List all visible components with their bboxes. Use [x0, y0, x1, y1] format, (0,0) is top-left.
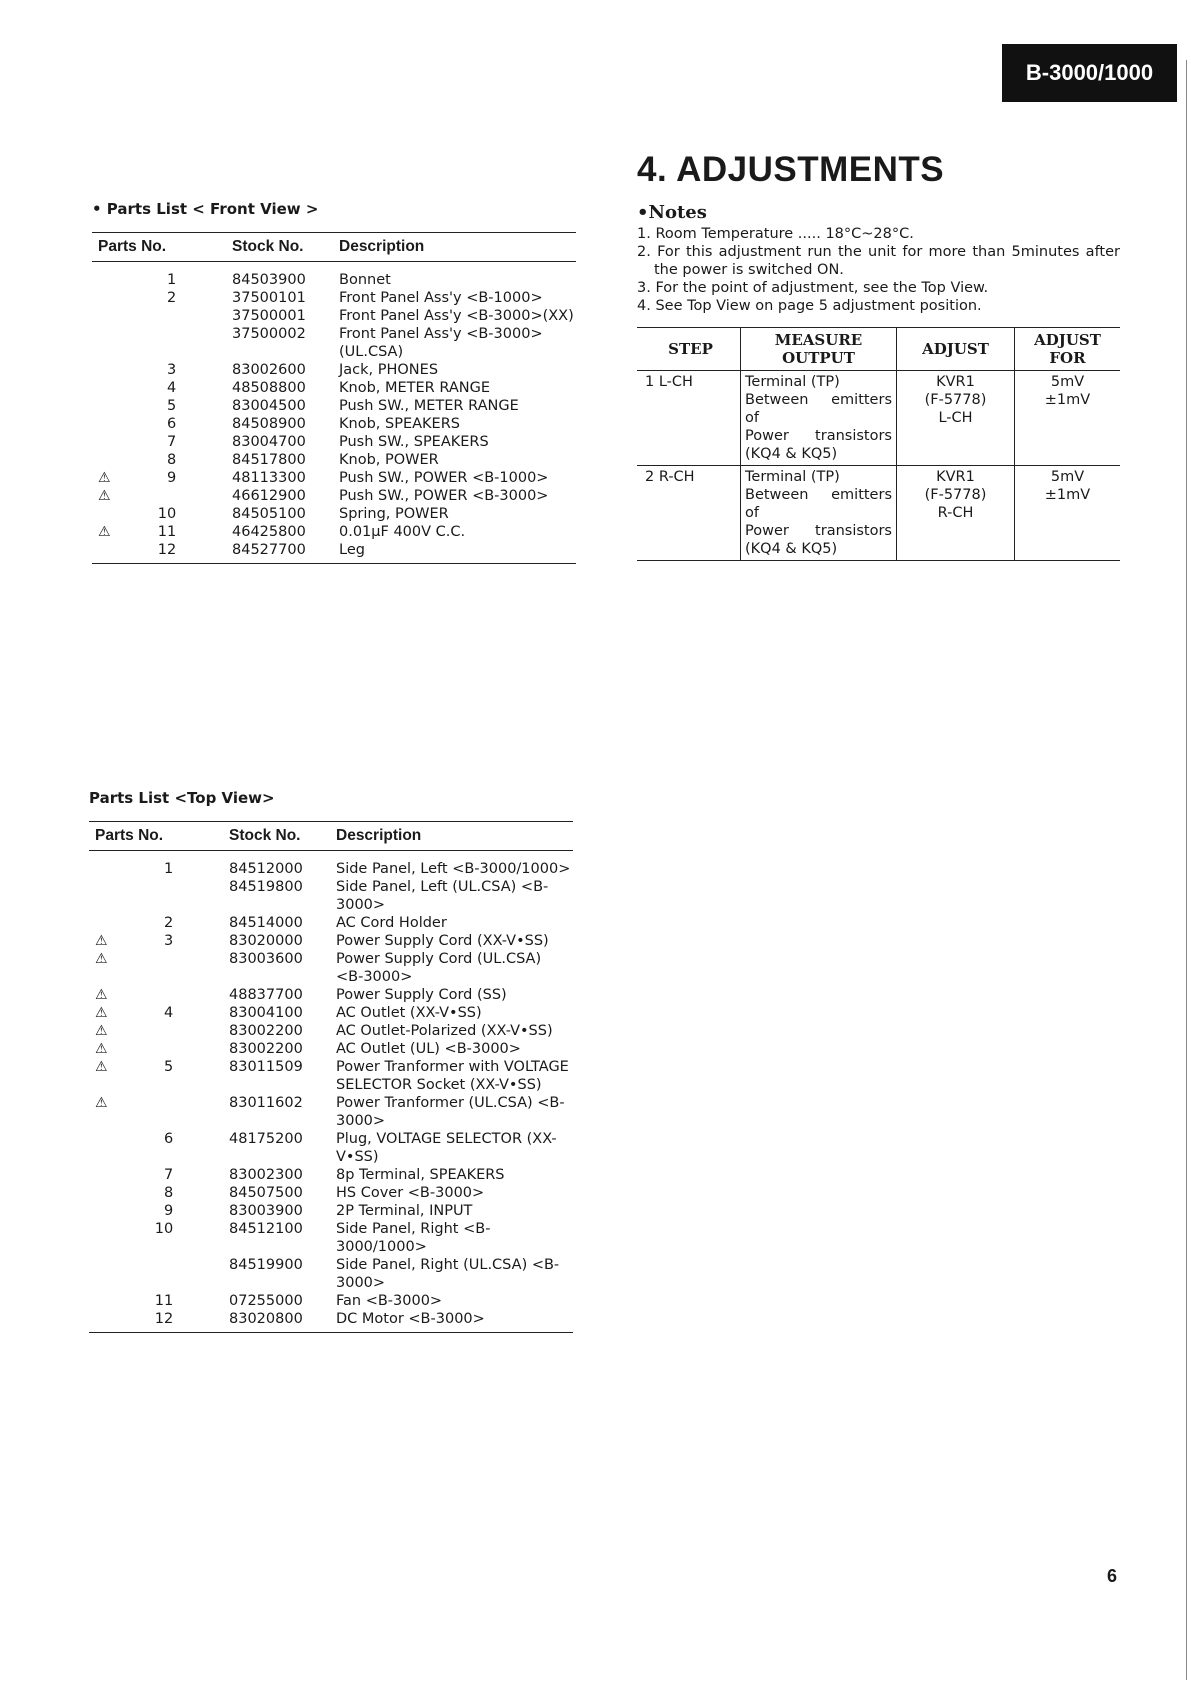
adjust-for-cell	[1015, 371, 1121, 466]
caution-mark	[92, 505, 128, 523]
measure-line: (KQ4 & KQ5)	[745, 446, 838, 462]
table-row	[92, 262, 576, 290]
parts-no-cell	[128, 541, 232, 564]
description: AC Outlet (UL) <B-3000>	[336, 1041, 521, 1057]
description: 8p Terminal, SPEAKERS	[336, 1167, 505, 1183]
front-view-caption: • Parts List < Front View >	[92, 200, 319, 218]
parts-no: 7	[166, 434, 177, 450]
col-header-parts-no: Parts No.	[89, 822, 229, 851]
parts-no-cell	[128, 379, 232, 397]
col-header-stock-no: Stock No.	[232, 233, 339, 262]
table-row	[92, 505, 576, 523]
stock-no: 84512000	[229, 861, 303, 877]
parts-no-cell	[128, 451, 232, 469]
caution-mark	[92, 262, 128, 290]
caution-mark: ⚠	[95, 951, 108, 967]
table-row	[89, 1130, 573, 1166]
notes-title: •Notes	[637, 202, 707, 223]
note-item: 2. For this adjustment run the unit for more than 5minutes after the power is switched ON.	[637, 244, 1120, 278]
stock-no: 48175200	[229, 1131, 303, 1147]
measure-line: Terminal (TP)	[745, 374, 840, 390]
parts-no-cell	[125, 932, 229, 950]
caution-mark: ⚠	[95, 1005, 108, 1021]
front-view-table	[92, 232, 576, 564]
description: Push SW., SPEAKERS	[339, 434, 489, 450]
table-row	[92, 451, 576, 469]
parts-no-cell	[125, 851, 229, 879]
caution-mark	[89, 851, 125, 879]
description: Front Panel Ass'y <B-1000>	[339, 290, 543, 306]
adjustment-table	[637, 327, 1120, 561]
parts-no-cell	[125, 1040, 229, 1058]
stock-no: 84508900	[232, 416, 306, 432]
measure-line: Terminal (TP)	[745, 469, 840, 485]
stock-no: 84519900	[229, 1257, 303, 1273]
stock-no: 84517800	[232, 452, 306, 468]
parts-no: 12	[157, 542, 177, 558]
stock-no: 84527700	[232, 541, 339, 564]
top-view-parts-list	[89, 789, 573, 1333]
stock-no: 83004500	[232, 398, 306, 414]
col-header-description: Description	[339, 233, 576, 262]
description: 0.01μF 400V C.C.	[339, 524, 466, 540]
description: Push SW., POWER <B-3000>	[339, 488, 549, 504]
parts-no: 1	[166, 272, 177, 288]
parts-no-cell	[128, 325, 232, 361]
description: Side Panel, Right <B-3000/1000>	[336, 1221, 491, 1255]
description: Side Panel, Left (UL.CSA) <B-3000>	[336, 879, 549, 913]
adjustment-row	[637, 466, 1120, 561]
description: AC Outlet-Polarized (XX-V•SS)	[336, 1023, 553, 1039]
parts-no-cell	[125, 1184, 229, 1202]
caution-mark: ⚠	[98, 524, 111, 540]
parts-no: 7	[163, 1167, 174, 1183]
stock-no: 37500101	[232, 290, 306, 306]
table-row	[89, 1184, 573, 1202]
col-header-adjust: ADJUST	[897, 328, 1015, 371]
caution-mark	[89, 1310, 125, 1333]
parts-no-cell	[125, 1004, 229, 1022]
table-row	[89, 1310, 573, 1333]
description: Jack, PHONES	[339, 362, 439, 378]
col-header-stock-no: Stock No.	[229, 822, 336, 851]
table-row	[92, 379, 576, 397]
caution-mark	[92, 361, 128, 379]
parts-no: 5	[163, 1059, 174, 1075]
parts-no: 8	[166, 452, 177, 468]
adjust-line: R-CH	[937, 505, 974, 521]
top-view-table	[89, 821, 573, 1333]
table-row	[92, 523, 576, 541]
table-row	[92, 325, 576, 361]
note-item: 4. See Top View on page 5 adjustment position.	[637, 298, 982, 314]
caution-mark	[89, 914, 125, 932]
parts-no-cell	[128, 289, 232, 307]
description: Knob, POWER	[339, 452, 439, 468]
parts-no-cell	[128, 262, 232, 290]
stock-no: 83020000	[229, 933, 303, 949]
stock-no: 37500002	[232, 326, 306, 342]
parts-no: 2	[166, 290, 177, 306]
caution-mark	[89, 1130, 125, 1166]
model-badge: B-3000/1000	[1002, 44, 1177, 102]
front-view-rows	[92, 262, 576, 564]
stock-no: 83004100	[229, 1005, 303, 1021]
parts-no-cell	[128, 469, 232, 487]
caution-mark	[92, 397, 128, 415]
parts-no-cell	[125, 1292, 229, 1310]
step-cell: 2 R-CH	[637, 466, 741, 561]
parts-no: 3	[166, 362, 177, 378]
top-view-rows	[89, 851, 573, 1333]
description: AC Cord Holder	[336, 915, 447, 931]
table-row	[89, 1220, 573, 1256]
table-row	[92, 361, 576, 379]
table-row	[92, 487, 576, 505]
stock-no: 07255000	[229, 1293, 303, 1309]
table-row	[89, 1022, 573, 1040]
parts-no-cell	[125, 914, 229, 932]
parts-no-cell	[128, 307, 232, 325]
stock-no: 83002200	[229, 1023, 303, 1039]
adjust-for-line: ±1mV	[1044, 392, 1091, 408]
caution-mark	[89, 1256, 125, 1292]
front-view-parts-list	[92, 200, 576, 564]
stock-no: 46425800	[232, 524, 306, 540]
col-header-adjust-for: ADJUST FOR	[1015, 328, 1121, 371]
parts-no: 10	[154, 1221, 174, 1237]
stock-no: 37500001	[232, 308, 306, 324]
parts-no: 3	[163, 933, 174, 949]
parts-no: 2	[163, 915, 174, 931]
parts-no: 1	[163, 861, 174, 877]
table-row	[92, 541, 576, 564]
table-row	[89, 1094, 573, 1130]
table-row	[89, 851, 573, 879]
description: Push SW., POWER <B-1000>	[339, 470, 549, 486]
parts-no-cell	[125, 1058, 229, 1094]
measure-line: (KQ4 & KQ5)	[745, 541, 838, 557]
parts-no-cell	[128, 523, 232, 541]
description: Side Panel, Right (UL.CSA) <B-3000>	[336, 1257, 560, 1291]
parts-no: 6	[166, 416, 177, 432]
table-row	[89, 878, 573, 914]
parts-no: 5	[166, 398, 177, 414]
stock-no: 84512100	[229, 1221, 303, 1237]
caution-mark: ⚠	[95, 1059, 108, 1075]
parts-no-cell	[125, 986, 229, 1004]
parts-no: 11	[154, 1293, 174, 1309]
parts-no: 4	[163, 1005, 174, 1021]
description: Knob, SPEAKERS	[339, 416, 460, 432]
stock-no: 83002200	[229, 1041, 303, 1057]
notes-list	[637, 225, 1120, 315]
col-header-step: STEP	[637, 328, 741, 371]
parts-no: 8	[163, 1185, 174, 1201]
description: 2P Terminal, INPUT	[336, 1203, 473, 1219]
caution-mark	[92, 325, 128, 361]
parts-no-cell	[125, 1130, 229, 1166]
adjust-cell	[897, 466, 1015, 561]
caution-mark	[92, 433, 128, 451]
table-row	[92, 415, 576, 433]
stock-no: 83011602	[229, 1095, 303, 1111]
parts-no-cell	[125, 1310, 229, 1333]
stock-no: 83003600	[229, 951, 303, 967]
stock-no: 84505100	[232, 506, 306, 522]
description: Power Supply Cord (UL.CSA) <B-3000>	[336, 951, 542, 985]
parts-no-cell	[125, 1256, 229, 1292]
adjustment-rows	[637, 371, 1120, 561]
description: Power Tranformer with VOLTAGE SELECTOR Socket (XX-V•SS)	[336, 1059, 569, 1093]
parts-no-cell	[128, 361, 232, 379]
table-row	[92, 307, 576, 325]
adjust-for-line: ±1mV	[1044, 487, 1091, 503]
measure-line: Power transistors	[745, 428, 892, 444]
col-header-parts-no: Parts No.	[92, 233, 232, 262]
table-row	[89, 1202, 573, 1220]
stock-no: 48113300	[232, 470, 306, 486]
description: Bonnet	[339, 272, 391, 288]
description: Leg	[339, 541, 576, 564]
col-header-description: Description	[336, 822, 573, 851]
adjustments-title: 4. ADJUSTMENTS	[637, 150, 945, 189]
description: Front Panel Ass'y <B-3000>(UL.CSA)	[339, 326, 543, 360]
description: AC Outlet (XX-V•SS)	[336, 1005, 482, 1021]
note-item: 1. Room Temperature ..... 18°C~28°C.	[637, 226, 914, 242]
caution-mark	[92, 379, 128, 397]
parts-no-cell	[125, 878, 229, 914]
table-row	[89, 1058, 573, 1094]
table-row	[92, 433, 576, 451]
description: Power Supply Cord (SS)	[336, 987, 507, 1003]
caution-mark: ⚠	[95, 1041, 108, 1057]
caution-mark: ⚠	[95, 987, 108, 1003]
stock-no: 84507500	[229, 1185, 303, 1201]
stock-no: 83004700	[232, 434, 306, 450]
caution-mark	[92, 415, 128, 433]
caution-mark	[89, 1292, 125, 1310]
parts-no-cell	[128, 505, 232, 523]
parts-no-cell	[125, 1022, 229, 1040]
parts-no: 12	[154, 1311, 174, 1327]
parts-no-cell	[128, 415, 232, 433]
table-row	[89, 1004, 573, 1022]
parts-no-cell	[125, 1202, 229, 1220]
caution-mark	[89, 878, 125, 914]
stock-no: 83003900	[229, 1203, 303, 1219]
description: Side Panel, Left <B-3000/1000>	[336, 861, 571, 877]
caution-mark	[89, 1202, 125, 1220]
description: Power Tranformer (UL.CSA) <B-3000>	[336, 1095, 565, 1129]
table-row	[89, 1040, 573, 1058]
description: Fan <B-3000>	[336, 1293, 443, 1309]
adjustment-row	[637, 371, 1120, 466]
stock-no: 83002600	[232, 362, 306, 378]
stock-no: 84519800	[229, 879, 303, 895]
stock-no: 83011509	[229, 1059, 303, 1075]
adjust-line: KVR1	[936, 374, 975, 390]
adjustments-section	[637, 150, 1120, 561]
parts-no-cell	[128, 487, 232, 505]
measure-output-cell	[741, 371, 897, 466]
caution-mark	[92, 289, 128, 307]
table-row	[89, 1166, 573, 1184]
description: HS Cover <B-3000>	[336, 1185, 485, 1201]
table-row	[89, 1256, 573, 1292]
measure-line: Between emitters of	[745, 487, 892, 521]
adjust-line: KVR1	[936, 469, 975, 485]
adjust-line: (F-5778)	[924, 392, 987, 408]
caution-mark	[92, 541, 128, 564]
caution-mark: ⚠	[98, 488, 111, 504]
parts-no-cell	[125, 1220, 229, 1256]
table-row	[92, 469, 576, 487]
stock-no: 46612900	[232, 488, 306, 504]
page-edge-line	[1186, 60, 1187, 1680]
adjust-for-cell	[1015, 466, 1121, 561]
description: Spring, POWER	[339, 506, 449, 522]
parts-no: 9	[163, 1203, 174, 1219]
description: Front Panel Ass'y <B-3000>(XX)	[339, 308, 574, 324]
table-row	[89, 950, 573, 986]
caution-mark: ⚠	[95, 933, 108, 949]
caution-mark	[89, 1220, 125, 1256]
parts-no: 6	[163, 1131, 174, 1147]
caution-mark: ⚠	[98, 470, 111, 486]
parts-no: 4	[166, 380, 177, 396]
table-row	[89, 1292, 573, 1310]
description: Plug, VOLTAGE SELECTOR (XX-V•SS)	[336, 1131, 557, 1165]
parts-no-cell	[125, 1166, 229, 1184]
measure-output-cell	[741, 466, 897, 561]
description: Knob, METER RANGE	[339, 380, 491, 396]
page-number: 6	[1107, 1566, 1118, 1586]
stock-no: 84503900	[232, 272, 306, 288]
adjust-for-line: 5mV	[1050, 374, 1085, 390]
caution-mark	[89, 1166, 125, 1184]
parts-no-cell	[125, 950, 229, 986]
table-row	[92, 397, 576, 415]
stock-no: 48508800	[232, 380, 306, 396]
caution-mark: ⚠	[95, 1095, 108, 1111]
parts-no: 10	[157, 506, 177, 522]
caution-mark	[92, 451, 128, 469]
adjust-for-line: 5mV	[1050, 469, 1085, 485]
caution-mark	[89, 1184, 125, 1202]
description: Push SW., METER RANGE	[339, 398, 519, 414]
col-header-measure-output: MEASURE OUTPUT	[741, 328, 897, 371]
measure-line: Power transistors	[745, 523, 892, 539]
stock-no: 48837700	[229, 987, 303, 1003]
stock-no: 84514000	[229, 915, 303, 931]
parts-no: 11	[157, 524, 177, 540]
adjust-line: (F-5778)	[924, 487, 987, 503]
parts-no-cell	[128, 397, 232, 415]
parts-no-cell	[128, 433, 232, 451]
description: Power Supply Cord (XX-V•SS)	[336, 933, 549, 949]
step-cell: 1 L-CH	[637, 371, 741, 466]
measure-line: Between emitters of	[745, 392, 892, 426]
adjust-cell	[897, 371, 1015, 466]
table-row	[92, 289, 576, 307]
top-view-caption: Parts List <Top View>	[89, 789, 275, 807]
stock-no: 83020800	[229, 1310, 336, 1333]
table-row	[89, 986, 573, 1004]
stock-no: 83002300	[229, 1167, 303, 1183]
note-item: 3. For the point of adjustment, see the Top View.	[637, 280, 989, 296]
parts-no-cell	[125, 1094, 229, 1130]
table-row	[89, 932, 573, 950]
description: DC Motor <B-3000>	[336, 1310, 573, 1333]
table-row	[89, 914, 573, 932]
parts-no: 9	[166, 470, 177, 486]
caution-mark: ⚠	[95, 1023, 108, 1039]
adjust-line: L-CH	[938, 410, 973, 426]
caution-mark	[92, 307, 128, 325]
